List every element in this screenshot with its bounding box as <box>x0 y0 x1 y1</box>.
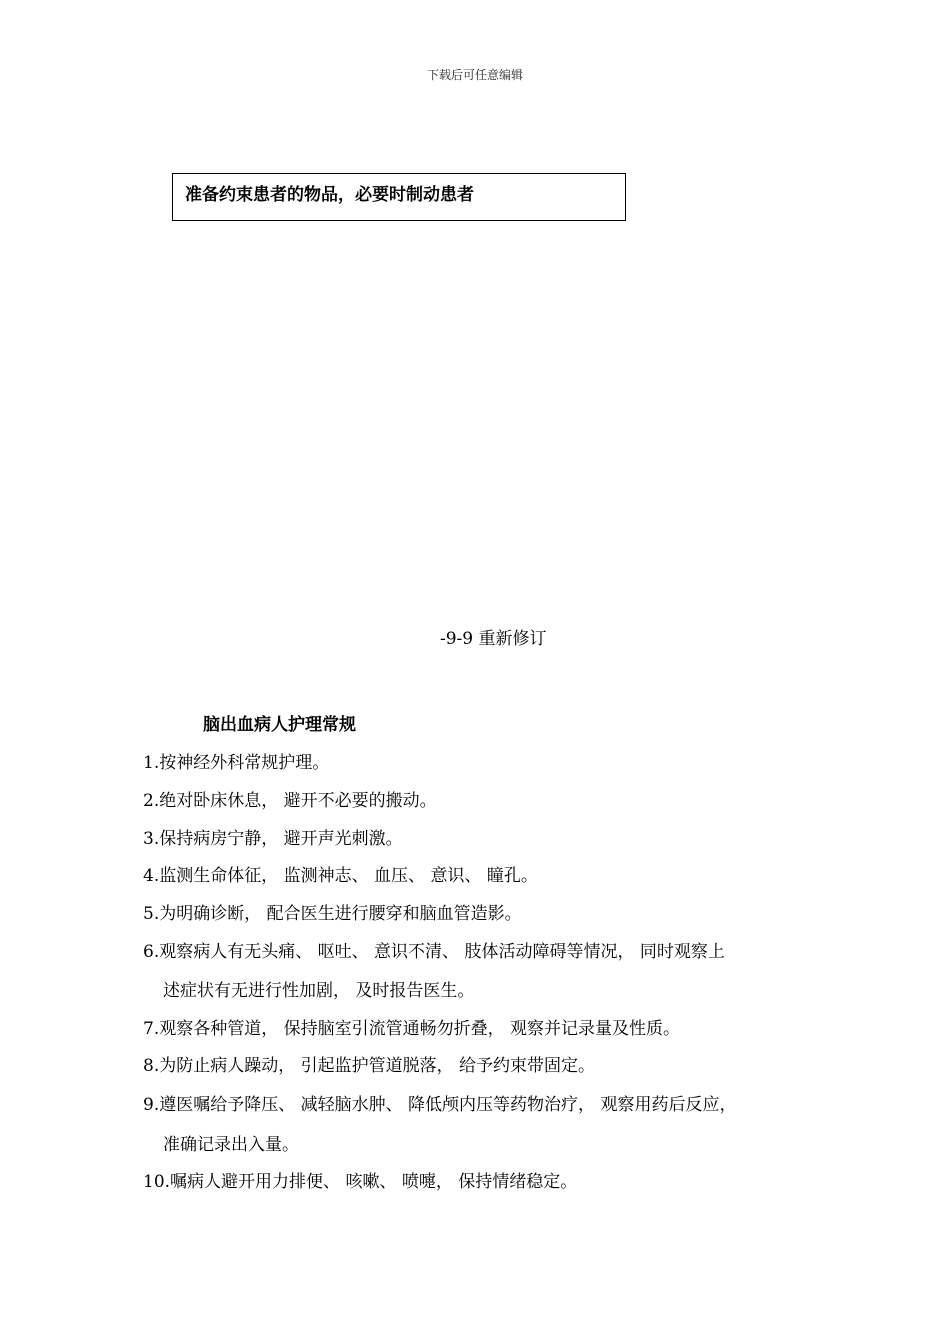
item-text: 遵医嘱给予降压、 减轻脑水肿、 降低颅内压等药物治疗， 观察用药后反应， <box>159 1095 737 1115</box>
list-item <box>143 1014 680 1039</box>
list-item <box>143 899 522 924</box>
item-number: 10. <box>143 1172 171 1192</box>
item-number: 4. <box>143 866 160 886</box>
section-title: 脑出血病人护理常规 <box>203 715 356 735</box>
item-text: 嘱病人避开用力排便、 咳嗽、 喷嚏， 保持情绪稳定。 <box>170 1172 578 1192</box>
item-continuation: 准确记录出入量。 <box>163 1135 299 1155</box>
box-text: 准备约束患者的物品，必要时制动患者 <box>185 185 474 205</box>
list-item <box>143 861 538 886</box>
item-number: 7. <box>143 1019 160 1039</box>
item-text: 监测生命体征， 监测神志、 血压、 意识、 瞳孔。 <box>159 866 538 886</box>
item-text: 绝对卧床休息， 避开不必要的搬动。 <box>159 791 437 811</box>
item-number: 8. <box>143 1056 160 1076</box>
item-text: 保持病房宁静， 避开声光刺激。 <box>159 829 403 849</box>
list-item <box>143 1090 736 1115</box>
list-item <box>143 1167 577 1192</box>
list-item <box>143 1051 595 1076</box>
list-item <box>143 786 437 811</box>
item-text: 为防止病人躁动， 引起监护管道脱落， 给予约束带固定。 <box>159 1056 596 1076</box>
item-number: 6. <box>143 942 160 962</box>
list-item <box>143 937 725 962</box>
item-number: 2. <box>143 791 160 811</box>
item-number: 1. <box>143 753 160 773</box>
item-text: 观察各种管道， 保持脑室引流管通畅勿折叠， 观察并记录量及性质。 <box>159 1019 681 1039</box>
item-text: 为明确诊断， 配合医生进行腰穿和脑血管造影。 <box>159 904 522 924</box>
item-text: 按神经外科常规护理。 <box>159 753 330 773</box>
page-header-note: 下载后可任意编辑 <box>426 68 523 82</box>
item-number: 5. <box>143 904 160 924</box>
revision-note: -9-9 重新修订 <box>440 629 547 649</box>
list-item <box>143 748 329 773</box>
item-number: 3. <box>143 829 160 849</box>
item-number: 9. <box>143 1095 160 1115</box>
list-item <box>143 824 403 849</box>
item-continuation: 述症状有无进行性加剧， 及时报告医生。 <box>163 981 475 1001</box>
item-text: 观察病人有无头痛、 呕吐、 意识不清、 肢体活动障碍等情况， 同时观察上 <box>159 942 725 962</box>
bordered-text-box <box>172 173 626 221</box>
